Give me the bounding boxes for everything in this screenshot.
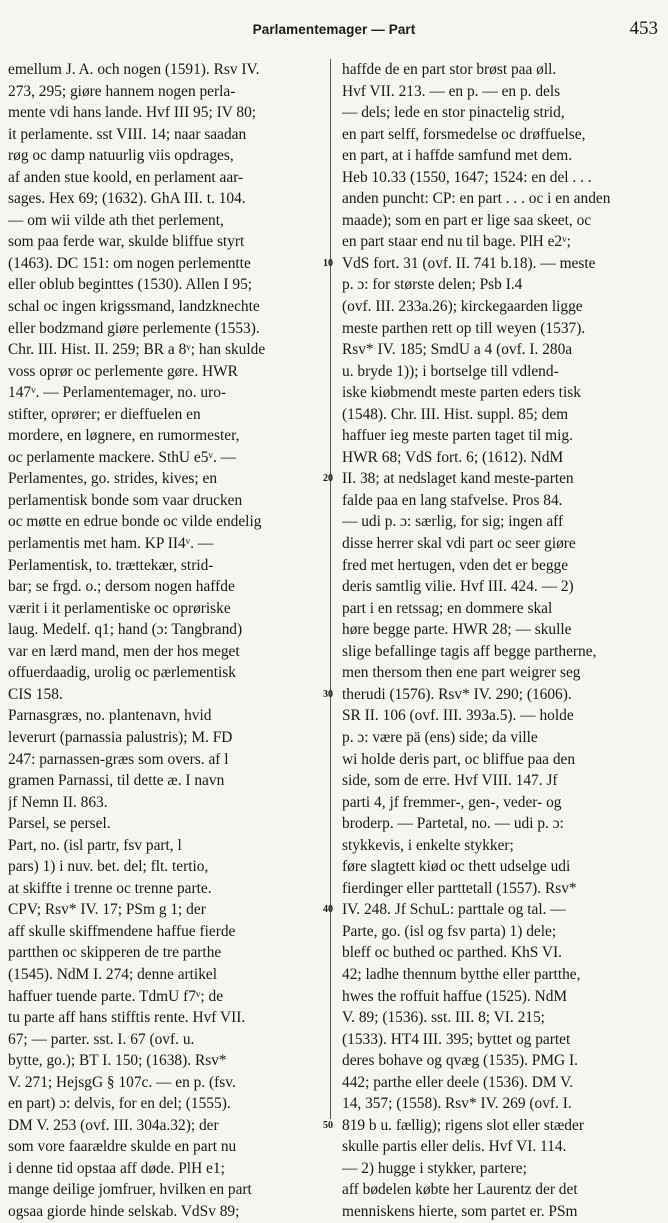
text-line: Parsel, se persel. [8, 815, 111, 833]
text-line: 273, 295; giøre hannem nogen perla- [8, 82, 236, 100]
text-line: jf Nemn II. 863. [8, 793, 108, 811]
text-line: perlamentis met ham. KP II4ᵛ. — [8, 535, 214, 553]
text-line: mange deilige jomfruer, hvilken en part [8, 1181, 252, 1199]
text-line: oc møtte en edrue bonde oc vilde endelig [8, 513, 262, 531]
text-line: en part, at i haffde samfund met dem. [342, 147, 573, 165]
margin-line-number: 40 [323, 904, 333, 916]
text-line: af anden stue koold, en perlament aar- [8, 168, 244, 186]
text-line: som vore faarældre skulde en part nu [8, 1138, 237, 1156]
text-line: (1545). NdM I. 274; denne artikel [8, 965, 218, 983]
right-column [342, 59, 658, 1220]
text-line: bar; se frgd. o.; dersom nogen haffde [8, 578, 235, 596]
text-line: broderp. — Partetal, no. — udi p. ɔ: [342, 815, 564, 833]
text-line: therudi (1576). Rsv* IV. 290; (1606). [342, 685, 572, 703]
text-line: VdS fort. 31 (ovf. II. 741 b.18). — meste [342, 254, 596, 272]
page-number: 453 [629, 18, 658, 39]
text-line: it perlamente. sst VIII. 14; naar saadan [8, 125, 247, 143]
page-header [0, 8, 668, 44]
text-line: men thersom then ene part weigrer seg [342, 664, 581, 682]
text-line: 67; — parter. sst. I. 67 (ovf. u. [8, 1030, 195, 1048]
text-line: Heb 10.33 (1550, 1647; 1524: en del . . . [342, 168, 592, 186]
text-line: røg oc damp natuurlig viis opdrages, [8, 147, 234, 165]
text-line: hwes the roffuit haffue (1525). NdM [342, 987, 568, 1005]
text-line: værit i it perlamentiske oc oprøriske [8, 599, 231, 617]
text-line: — om wii vilde ath thet perlement, [8, 211, 224, 229]
margin-line-number: 10 [323, 257, 333, 269]
text-line: (1533). HT4 III. 395; byttet og partet [342, 1030, 571, 1048]
text-line: part i en retssag; en dommere skal [342, 599, 553, 617]
text-line: DM V. 253 (ovf. III. 304a.32); der [8, 1116, 219, 1134]
text-line: fierdinger eller parttetall (1557). Rsv* [342, 879, 577, 897]
text-line: schal oc ingen krigssmand, landzknechte [8, 298, 260, 316]
text-line: mordere, en løgnere, en rumormester, [8, 427, 240, 445]
text-line: offuerdaadig, urolig oc pærlementisk [8, 664, 236, 682]
text-line: eller bodzmand giøre perlemente (1553). [8, 319, 260, 337]
text-line: iske kiøbmendt meste parten eders tisk [342, 384, 581, 402]
text-line: — 2) hugge i stykker, partere; [342, 1159, 527, 1177]
text-line: perlamentisk bonde som vaar drucken [8, 491, 243, 509]
margin-line-number: 20 [323, 473, 333, 485]
text-line: en part) ɔ: delvis, for en del; (1555). [8, 1095, 231, 1113]
text-line: en part staar end nu til bage. PlH e2ᵛ; [342, 233, 571, 251]
text-line: skulle partis eller delis. Hvf VI. 114. [342, 1138, 567, 1156]
text-line: wi holde deris part, oc bliffue paa den [342, 750, 576, 768]
text-line: partthen oc skipperen de tre parthe [8, 944, 222, 962]
text-line: aff skulle skiffmendene haffue fierde [8, 922, 236, 940]
text-line: Rsv* IV. 185; SmdU a 4 (ovf. I. 280a [342, 341, 573, 359]
text-line: Hvf VII. 213. — en p. — en p. dels [342, 82, 561, 100]
text-line: fred met hertugen, vden det er begge [342, 556, 569, 574]
text-line: Parte, go. (isl og fsv parta) 1) dele; [342, 922, 557, 940]
text-line: 442; parthe eller deele (1536). DM V. [342, 1073, 574, 1091]
text-line: maade); som en part er lige saa skeet, oc [342, 211, 592, 229]
text-line: aff bødelen købte her Laurentz der det [342, 1181, 578, 1199]
text-line: laug. Medelf. q1; hand (ɔ: Tangbrand) [8, 621, 243, 639]
text-line: slige befallinge tagis aff begge partherne, [342, 642, 597, 660]
text-line: leverurt (parnassia palustris); M. FD [8, 728, 233, 746]
text-line: Perlamentes, go. strides, kives; en [8, 470, 218, 488]
text-line: — udi p. ɔ: særlig, for sig; ingen aff [342, 513, 564, 531]
text-line: V. 89; (1536). sst. III. 8; VI. 215; [342, 1009, 545, 1027]
text-line: Part, no. (isl partr, fsv part, l [8, 836, 182, 854]
text-line: bleff oc buthed oc parthed. KhS VI. [342, 944, 562, 962]
text-line: 819 b u. fællig); rigens slot eller stæder [342, 1116, 584, 1134]
text-line: Parnasgræs, no. plantenavn, hvid [8, 707, 212, 725]
text-line: IV. 248. Jf SchuL: parttale og tal. — [342, 901, 566, 919]
text-line: parti 4, jf fremmer-, gen-, veder- og [342, 793, 562, 811]
text-line: p. ɔ: for største delen; Psb I.4 [342, 276, 523, 294]
text-line: Chr. III. Hist. II. 259; BR a 8ᵛ; han skulde [8, 341, 266, 359]
text-line: (ovf. III. 233a.26); kirckegaarden ligge [342, 298, 583, 316]
text-line: bytte, go.); BT I. 150; (1638). Rsv* [8, 1052, 227, 1070]
text-line: u. bryde 1)); i bortselge till vdlend- [342, 362, 559, 380]
column-divider [330, 59, 331, 1119]
text-line: var en lærd mand, men der hos meget [8, 642, 240, 660]
text-line: eller oblub beginttes (1530). Allen I 95; [8, 276, 253, 294]
text-line: voss oprør oc perlemente gøre. HWR [8, 362, 238, 380]
text-line: at skiffte i trenne oc trenne parte. [8, 879, 212, 897]
text-line: 247: parnassen-græs som overs. af l [8, 750, 229, 768]
running-head-title: Parlamentemager — Part [252, 22, 416, 37]
text-line: tu parte aff hans stifftis rente. Hvf VII. [8, 1009, 246, 1027]
text-line: SR II. 106 (ovf. III. 393a.5). — holde [342, 707, 574, 725]
text-line: haffde de en part stor brøst paa øll. [342, 61, 557, 78]
text-line: V. 271; HejsgG § 107c. — en p. (fsv. [8, 1073, 236, 1091]
text-line: (1463). DC 151: om nogen perlementte [8, 254, 251, 272]
margin-line-number: 50 [323, 1119, 333, 1131]
text-line: meste parthen rett op till weyen (1537). [342, 319, 586, 337]
text-line: II. 38; at nedslaget kand meste-parten [342, 470, 574, 488]
text-line: gramen Parnassi, til dette æ. I navn [8, 772, 225, 790]
text-line: deres bohave og qvæg (1535). PMG I. [342, 1052, 578, 1070]
text-line: — dels; lede en stor pinactelig strid, [342, 104, 565, 122]
text-line: pars) 1) i nuv. bet. del; flt. tertio, [8, 858, 209, 876]
text-line: ogsaa giorde hinde selskab. VdSv 89; [8, 1202, 240, 1220]
text-line: mente vdi hans lande. Hvf III 95; IV 80; [8, 104, 257, 122]
text-line: Perlamentisk, to. trættekær, strid- [8, 556, 214, 574]
text-line: som paa ferde war, skulde bliffue styrt [8, 233, 245, 251]
text-line: en part selff, forsmedelse oc drøffuelse, [342, 125, 586, 143]
margin-line-number: 30 [323, 688, 333, 700]
text-line: i denne tid opstaa aff døde. PlH e1; [8, 1159, 225, 1177]
text-line: haffuer tuende parte. TdmU f7ᵛ; de [8, 987, 224, 1005]
text-line: p. ɔ: være pä (ens) side; da ville [342, 728, 538, 746]
text-line: 42; ladhe thennum bytthe eller partthe, [342, 965, 581, 983]
left-column [8, 59, 319, 1220]
text-line: stykkevis, i enkelte stykker; [342, 836, 514, 854]
text-line: anden puncht: CP: en part . . . oc i en anden [342, 190, 611, 208]
text-line: falde paa en lang stafvelse. Pros 84. [342, 491, 563, 509]
text-line: høre begge parte. HWR 28; — skulle [342, 621, 572, 639]
text-line: (1548). Chr. III. Hist. suppl. 85; dem [342, 405, 569, 423]
text-line: 147ᵛ. — Perlamentemager, no. uro- [8, 384, 227, 402]
text-line: haffuer ieg meste parten taget til mig. [342, 427, 573, 445]
text-line: disse herrer skal vdi part oc seer giøre [342, 535, 576, 553]
text-line: stifter, oprører; er dieffuelen en [8, 405, 201, 423]
text-line: deris samtlig vilie. Hvf III. 424. — 2) [342, 578, 574, 596]
text-line: CPV; Rsv* IV. 17; PSm g 1; der [8, 901, 206, 919]
text-line: CIS 158. [8, 685, 63, 703]
text-line: oc perlamente mackere. SthU e5ᵛ. — [8, 448, 237, 466]
text-line: 14, 357; (1558). Rsv* IV. 269 (ovf. I. [342, 1095, 572, 1113]
text-line: sages. Hex 69; (1632). GhA III. t. 104. [8, 190, 246, 208]
text-line: menniskens hierte, som partet er. PSm [342, 1202, 578, 1220]
text-line: føre slagtett kiød oc thett udselge udi [342, 858, 571, 876]
text-line: emellum J. A. och nogen (1591). Rsv IV. [8, 61, 260, 78]
text-line: HWR 68; VdS fort. 6; (1612). NdM [342, 448, 564, 466]
text-line: side, som de erre. Hvf VIII. 147. Jf [342, 772, 558, 790]
